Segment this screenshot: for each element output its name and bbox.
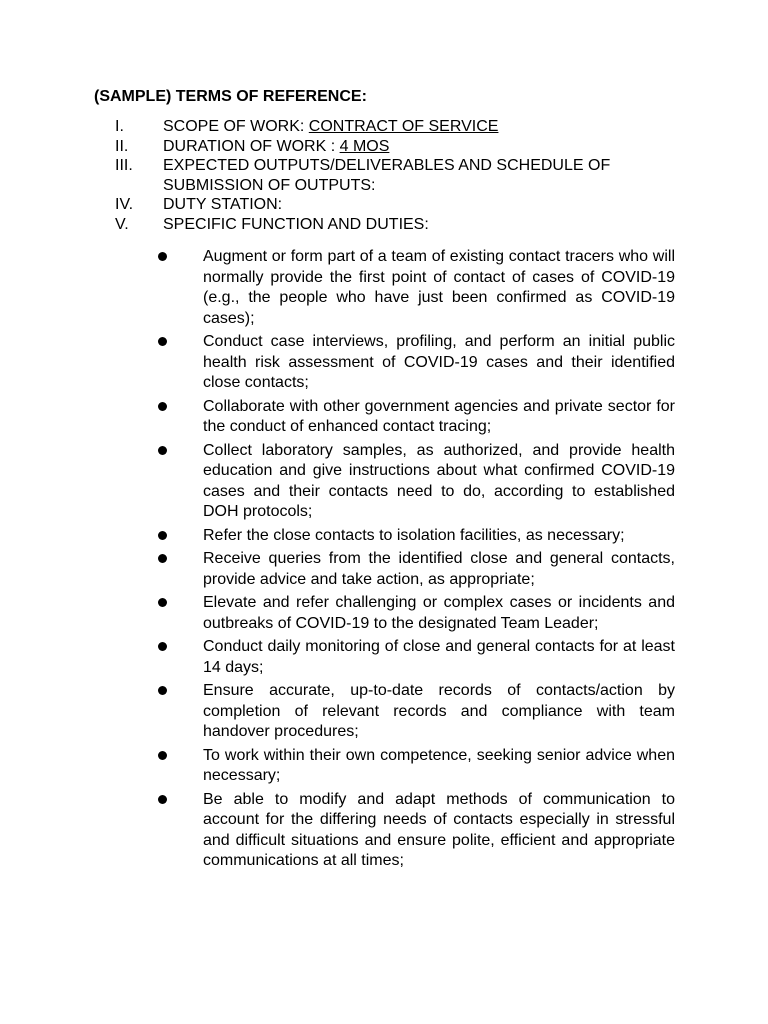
section-value: CONTRACT OF SERVICE	[308, 118, 499, 135]
sections-list	[115, 117, 695, 234]
section-item	[115, 195, 695, 215]
duty-text: Elevate and refer challenging or complex cases or incidents and outbreaks of COVID-19 to the designated Team Leader;	[203, 594, 675, 632]
section-item	[115, 215, 695, 235]
bullet-icon	[155, 637, 203, 678]
section-label: SCOPE OF WORK:	[163, 118, 309, 135]
duty-text: Ensure accurate, up-to-date records of contacts/action by completion of relevant records and compliance with team handover procedures;	[203, 682, 675, 740]
section-label: DURATION OF WORK :	[163, 137, 340, 155]
bullet-icon	[155, 790, 203, 872]
duty-text: To work within their own competence, seeking senior advice when necessary;	[203, 746, 675, 784]
section-label: DUTY STATION:	[163, 196, 283, 213]
bullet-icon	[155, 397, 203, 438]
section-label: EXPECTED OUTPUTS/DELIVERABLES AND SCHEDULE OF SUBMISSION OF OUTPUTS:	[163, 157, 611, 194]
duty-item	[155, 681, 675, 743]
duty-item	[155, 637, 675, 678]
document-title: (SAMPLE) TERMS OF REFERENCE:	[94, 88, 367, 105]
duty-text: Collect laboratory samples, as authorized, and provide health education and give instructions about what confirmed COVID-19 cases and their contacts need to do, according to established DOH protocols;	[203, 441, 675, 520]
duties-list	[155, 247, 675, 875]
section-label: SPECIFIC FUNCTION AND DUTIES:	[163, 215, 429, 233]
bullet-icon	[155, 332, 203, 394]
bullet-icon	[155, 441, 203, 523]
section-item	[115, 117, 695, 137]
duty-text: Collaborate with other government agencies and private sector for the conduct of enhanced contact tracing;	[203, 397, 675, 435]
duty-item	[155, 247, 675, 329]
section-item	[115, 137, 695, 157]
section-numeral: II.	[115, 137, 129, 155]
duty-text: Be able to modify and adapt methods of communication to account for the differing needs of contacts especially in stressful and difficult situations and ensure polite, efficient and appropriate communications at all times;	[203, 790, 675, 869]
duty-text: Conduct daily monitoring of close and general contacts for at least 14 days;	[203, 638, 675, 676]
duty-item	[155, 746, 675, 787]
bullet-icon	[155, 526, 203, 547]
section-numeral: IV.	[115, 196, 134, 213]
duty-item	[155, 397, 675, 438]
bullet-icon	[155, 549, 203, 590]
section-value: 4 MOS	[339, 137, 390, 155]
section-numeral: V.	[115, 215, 129, 233]
section-numeral: I.	[115, 118, 124, 135]
duty-text: Augment or form part of a team of existing contact tracers who will normally provide the first point of contact of cases of COVID-19 (e.g., the people who have just been confirmed as COVID-19 cases);	[203, 248, 675, 327]
bullet-icon	[155, 746, 203, 787]
duty-item	[155, 549, 675, 590]
duty-item	[155, 441, 675, 523]
duty-item	[155, 593, 675, 634]
bullet-icon	[155, 247, 203, 329]
duty-text: Receive queries from the identified close and general contacts, provide advice and take action, as appropriate;	[203, 550, 675, 588]
duty-text: Conduct case interviews, profiling, and perform an initial public health risk assessment of COVID-19 cases and their identified close contacts;	[203, 333, 675, 391]
section-numeral: III.	[115, 157, 133, 174]
duty-item	[155, 332, 675, 394]
duty-item	[155, 526, 675, 547]
section-item	[115, 156, 695, 195]
duty-text: Refer the close contacts to isolation facilities, as necessary;	[203, 526, 625, 544]
duty-item	[155, 790, 675, 872]
bullet-icon	[155, 593, 203, 634]
bullet-icon	[155, 681, 203, 743]
